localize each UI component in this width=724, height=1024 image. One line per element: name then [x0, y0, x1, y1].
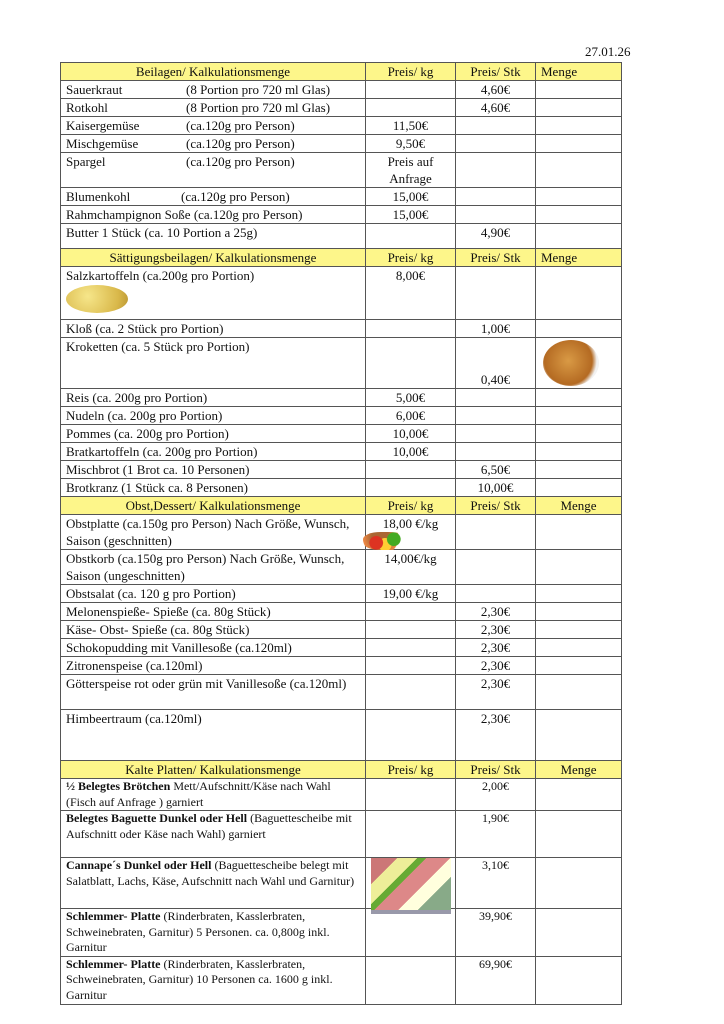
quantity-input[interactable] — [536, 657, 622, 675]
price-stk: 2,30€ — [456, 675, 536, 710]
table-row — [61, 585, 622, 603]
item-name-cell — [61, 407, 366, 425]
item-name-cell — [61, 811, 366, 858]
item-name — [66, 407, 360, 424]
item-name — [66, 909, 360, 956]
column-header-price-kg: Preis/ kg — [366, 249, 456, 267]
item-name — [66, 957, 360, 1004]
item-name-cell — [61, 621, 366, 639]
quantity-input[interactable] — [536, 389, 622, 407]
quantity-input[interactable] — [536, 779, 622, 811]
item-name — [66, 338, 360, 355]
price-stk: 4,90€ — [456, 224, 536, 249]
item-name-cell — [61, 443, 366, 461]
quantity-input[interactable] — [536, 909, 622, 957]
price-stk: 1,00€ — [456, 320, 536, 338]
price-kg — [366, 675, 456, 710]
price-stk: 2,30€ — [456, 603, 536, 621]
item-name-text: Mett/Aufschnitt/Käse nach Wahl (Fisch auf Anfrage ) garniert — [66, 779, 331, 809]
item-name — [66, 675, 360, 692]
item-name-cell — [61, 81, 366, 99]
fruit-image — [363, 532, 407, 550]
item-name-text: Götterspeise rot oder grün mit Vanillesoße (ca.120ml) — [66, 676, 347, 691]
table-row — [61, 479, 622, 497]
price-kg: Preis auf Anfrage — [366, 153, 456, 188]
quantity-input[interactable] — [536, 407, 622, 425]
item-description: (8 Portion pro 720 ml Glas) — [186, 100, 331, 115]
item-description: (ca.120g pro Person) — [186, 154, 295, 169]
price-kg — [366, 657, 456, 675]
item-name — [66, 117, 360, 134]
price-stk: 4,60€ — [456, 81, 536, 99]
item-name — [66, 389, 360, 406]
item-name-text: Käse- Obst- Spieße (ca. 80g Stück) — [66, 622, 250, 637]
item-description: (ca.120g pro Person) — [181, 189, 290, 204]
price-kg: 15,00€ — [366, 206, 456, 224]
column-header-price-stk: Preis/ Stk — [456, 63, 536, 81]
price-stk — [456, 117, 536, 135]
item-name-cell — [61, 117, 366, 135]
price-stk: 3,10€ — [456, 858, 536, 909]
item-name-text: Reis (ca. 200g pro Portion) — [66, 390, 208, 405]
item-name — [66, 206, 360, 223]
item-name — [66, 267, 360, 284]
price-kg: 5,00€ — [366, 389, 456, 407]
table-row — [61, 858, 622, 909]
item-name-cell — [61, 603, 366, 621]
item-name — [66, 657, 360, 674]
price-kg — [366, 99, 456, 117]
price-stk: 2,30€ — [456, 657, 536, 675]
item-name-text: Obstplatte (ca.150g pro Person) Nach Größe, Wunsch, Saison (geschnitten) — [66, 516, 350, 548]
item-name-bold: Cannape´s Dunkel oder Hell — [66, 858, 212, 872]
price-kg — [366, 811, 456, 858]
document-date: 27.01.26 — [585, 44, 631, 59]
price-kg — [366, 639, 456, 657]
item-name-text: Mischgemüse — [66, 136, 139, 151]
price-stk: 2,30€ — [456, 710, 536, 761]
price-kg — [366, 779, 456, 811]
item-name-cell — [61, 267, 366, 320]
price-kg: 8,00€ — [366, 267, 456, 320]
item-name — [66, 710, 360, 727]
table-row — [61, 425, 622, 443]
item-name-text: (Rinderbraten, Kasslerbraten, Schweinebraten, Garnitur) 5 Personen. ca. 0,800g inkl. Garnitur — [66, 909, 330, 954]
item-name-text: Himbeertraum (ca.120ml) — [66, 711, 202, 726]
item-name — [66, 779, 360, 810]
table-row — [61, 461, 622, 479]
item-name — [66, 515, 360, 549]
item-name-cell — [61, 858, 366, 909]
item-name-cell — [61, 639, 366, 657]
table-row — [61, 675, 622, 710]
item-name — [66, 811, 360, 842]
item-name-text: Nudeln (ca. 200g pro Portion) — [66, 408, 223, 423]
quantity-input[interactable] — [536, 320, 622, 338]
price-kg: 10,00€ — [366, 425, 456, 443]
item-name-text: Kroketten (ca. 5 Stück pro Portion) — [66, 339, 250, 354]
item-name-text: Butter 1 Stück (ca. 10 Portion a 25g) — [66, 225, 258, 240]
item-name-text: Rahmchampignon Soße (ca.120g pro Person) — [66, 207, 303, 222]
table-row — [61, 188, 622, 206]
item-name-cell — [61, 224, 366, 249]
column-header-price-stk: Preis/ Stk — [456, 497, 536, 515]
quantity-input[interactable] — [536, 81, 622, 99]
column-header-menge: Menge — [536, 63, 622, 81]
table-row — [61, 153, 622, 188]
price-stk — [456, 153, 536, 188]
table-row — [61, 779, 622, 811]
item-name — [66, 99, 360, 116]
price-stk: 10,00€ — [456, 479, 536, 497]
price-kg — [366, 479, 456, 497]
item-name-text: Zitronenspeise (ca.120ml) — [66, 658, 203, 673]
item-name-cell — [61, 779, 366, 811]
table-row — [61, 956, 622, 1004]
kroketten-image — [543, 340, 599, 386]
item-name — [66, 320, 360, 337]
column-header-price-kg: Preis/ kg — [366, 497, 456, 515]
item-name-bold: Belegtes Baguette Dunkel oder Hell — [66, 811, 248, 825]
item-name-text: Kloß (ca. 2 Stück pro Portion) — [66, 321, 224, 336]
price-kg: 11,50€ — [366, 117, 456, 135]
quantity-input[interactable] — [536, 206, 622, 224]
item-name — [66, 639, 360, 656]
item-name-cell — [61, 710, 366, 761]
price-stk — [456, 206, 536, 224]
item-name-text: Sauerkraut — [66, 82, 123, 97]
table-row — [61, 135, 622, 153]
column-header-item: Sättigungsbeilagen/ Kalkulationsmenge — [61, 249, 366, 267]
item-name-cell — [61, 135, 366, 153]
price-stk: 69,90€ — [456, 956, 536, 1004]
quantity-input[interactable] — [536, 675, 622, 710]
table-row — [61, 389, 622, 407]
price-stk: 1,90€ — [456, 811, 536, 858]
price-kg — [366, 909, 456, 957]
table-row — [61, 224, 622, 249]
item-name — [66, 425, 360, 442]
price-stk: 2,00€ — [456, 779, 536, 811]
price-kg — [366, 320, 456, 338]
table-row — [61, 515, 622, 550]
quantity-input[interactable] — [536, 639, 622, 657]
price-kg — [366, 956, 456, 1004]
item-description: (8 Portion pro 720 ml Glas) — [186, 82, 331, 97]
price-stk — [456, 443, 536, 461]
item-name-text: Kaisergemüse — [66, 118, 140, 133]
item-name — [66, 153, 360, 170]
item-name-cell — [61, 585, 366, 603]
price-kg — [366, 710, 456, 761]
column-header-item: Kalte Platten/ Kalkulationsmenge — [61, 761, 366, 779]
quantity-input[interactable] — [536, 224, 622, 249]
quantity-input[interactable] — [536, 425, 622, 443]
table-row — [61, 639, 622, 657]
price-stk — [456, 135, 536, 153]
item-name — [66, 135, 360, 152]
item-name — [66, 224, 360, 241]
quantity-input[interactable] — [536, 99, 622, 117]
section-header — [61, 497, 622, 515]
price-kg: 15,00€ — [366, 188, 456, 206]
price-stk — [456, 515, 536, 550]
price-table — [60, 62, 622, 1005]
canape-image — [371, 858, 451, 914]
item-name — [66, 858, 360, 889]
item-name — [66, 443, 360, 460]
item-name-bold: ½ Belegtes Brötchen — [66, 779, 171, 793]
quantity-input[interactable] — [536, 858, 622, 909]
price-kg: 19,00 €/kg — [366, 585, 456, 603]
quantity-input[interactable] — [536, 443, 622, 461]
quantity-input[interactable] — [536, 956, 622, 1004]
table-row — [61, 117, 622, 135]
item-name-cell — [61, 188, 366, 206]
table-row — [61, 267, 622, 320]
section-header — [61, 249, 622, 267]
table-row — [61, 320, 622, 338]
price-stk — [456, 188, 536, 206]
item-name-text: Obstsalat (ca. 120 g pro Portion) — [66, 586, 236, 601]
item-name-cell — [61, 99, 366, 117]
item-name-text: Spargel — [66, 154, 106, 169]
item-name-text: Blumenkohl — [66, 189, 131, 204]
column-header-menge: Menge — [536, 249, 622, 267]
price-kg: 14,00€/kg — [366, 550, 456, 585]
quantity-input[interactable] — [536, 135, 622, 153]
price-stk — [456, 267, 536, 320]
item-name-text: Pommes (ca. 200g pro Portion) — [66, 426, 229, 441]
table-row — [61, 909, 622, 957]
quantity-input[interactable] — [536, 585, 622, 603]
price-stk: 0,40€ — [456, 338, 536, 389]
table-row — [61, 621, 622, 639]
price-kg — [366, 338, 456, 389]
item-name-cell — [61, 153, 366, 188]
price-stk: 4,60€ — [456, 99, 536, 117]
item-name-text: Melonenspieße- Spieße (ca. 80g Stück) — [66, 604, 271, 619]
item-name-cell — [61, 657, 366, 675]
table-row — [61, 81, 622, 99]
item-name-cell — [61, 675, 366, 710]
quantity-input[interactable] — [536, 461, 622, 479]
price-stk: 6,50€ — [456, 461, 536, 479]
price-kg — [366, 621, 456, 639]
item-name-cell — [61, 550, 366, 585]
table-row — [61, 99, 622, 117]
item-name — [66, 479, 360, 496]
table-row — [61, 603, 622, 621]
column-header-item: Beilagen/ Kalkulationsmenge — [61, 63, 366, 81]
item-name-cell — [61, 461, 366, 479]
table-row — [61, 206, 622, 224]
item-description: (ca.120g pro Person) — [186, 118, 295, 133]
column-header-price-stk: Preis/ Stk — [456, 761, 536, 779]
table-row — [61, 657, 622, 675]
quantity-input[interactable] — [536, 603, 622, 621]
section-header — [61, 63, 622, 81]
column-header-price-stk: Preis/ Stk — [456, 249, 536, 267]
price-stk — [456, 585, 536, 603]
price-stk: 2,30€ — [456, 621, 536, 639]
table-row — [61, 811, 622, 858]
item-name-cell — [61, 479, 366, 497]
item-name-cell — [61, 515, 366, 550]
price-kg — [366, 461, 456, 479]
item-description: (ca.120g pro Person) — [186, 136, 295, 151]
item-name-cell — [61, 909, 366, 957]
item-name-bold: Schlemmer- Platte — [66, 956, 161, 971]
quantity-input[interactable] — [536, 515, 622, 550]
price-stk: 39,90€ — [456, 909, 536, 957]
item-name-text: Rotkohl — [66, 100, 108, 115]
column-header-menge: Menge — [536, 497, 622, 515]
item-name-cell — [61, 425, 366, 443]
quantity-input[interactable] — [536, 550, 622, 585]
price-stk: 2,30€ — [456, 639, 536, 657]
price-stk — [456, 407, 536, 425]
table-row — [61, 550, 622, 585]
column-header-menge: Menge — [536, 761, 622, 779]
price-kg — [366, 81, 456, 99]
item-name — [66, 621, 360, 638]
quantity-input[interactable] — [536, 710, 622, 761]
table-row — [61, 710, 622, 761]
price-kg: 6,00€ — [366, 407, 456, 425]
item-name-text: (Rinderbraten, Kasslerbraten, Schweinebraten, Garnitur) 10 Personen ca. 1600 g inkl. Garnitur — [66, 956, 333, 1002]
table-row — [61, 338, 622, 389]
price-kg: 18,00 €/kg — [366, 515, 456, 550]
quantity-input[interactable] — [536, 117, 622, 135]
column-header-item: Obst,Dessert/ Kalkulationsmenge — [61, 497, 366, 515]
table-row — [61, 407, 622, 425]
price-kg — [366, 858, 456, 909]
column-header-price-kg: Preis/ kg — [366, 761, 456, 779]
price-kg — [366, 224, 456, 249]
item-name-text: Brotkranz (1 Stück ca. 8 Personen) — [66, 480, 248, 495]
item-name-text: Bratkartoffeln (ca. 200g pro Portion) — [66, 444, 258, 459]
column-header-price-kg: Preis/ kg — [366, 63, 456, 81]
table-row — [61, 443, 622, 461]
section-header — [61, 761, 622, 779]
item-name-text: Mischbrot (1 Brot ca. 10 Personen) — [66, 462, 250, 477]
item-name — [66, 550, 360, 584]
price-kg — [366, 603, 456, 621]
item-name — [66, 188, 360, 205]
price-kg: 10,00€ — [366, 443, 456, 461]
item-name-text: Obstkorb (ca.150g pro Person) Nach Größe, Wunsch, Saison (ungeschnitten) — [66, 551, 345, 583]
quantity-input[interactable] — [536, 811, 622, 858]
quantity-input[interactable] — [536, 338, 622, 389]
quantity-input[interactable] — [536, 153, 622, 188]
item-name — [66, 461, 360, 478]
price-stk — [456, 550, 536, 585]
item-name-cell — [61, 956, 366, 1004]
price-stk — [456, 425, 536, 443]
item-name — [66, 585, 360, 602]
price-kg: 9,50€ — [366, 135, 456, 153]
quantity-input[interactable] — [536, 621, 622, 639]
item-name-cell — [61, 320, 366, 338]
item-name-text: Salzkartoffeln (ca.200g pro Portion) — [66, 268, 255, 283]
item-name — [66, 81, 360, 98]
item-name-text: (Baguettescheibe mit Aufschnitt oder Käse nach Wahl) garniert — [66, 811, 352, 841]
potato-image — [66, 285, 128, 313]
item-name-text: Schokopudding mit Vanillesoße (ca.120ml) — [66, 640, 292, 655]
quantity-input[interactable] — [536, 188, 622, 206]
quantity-input[interactable] — [536, 479, 622, 497]
quantity-input[interactable] — [536, 267, 622, 320]
item-name-cell — [61, 206, 366, 224]
item-name-cell — [61, 389, 366, 407]
price-stk — [456, 389, 536, 407]
item-name-bold: Schlemmer- Platte — [66, 909, 161, 923]
item-name — [66, 603, 360, 620]
item-name-text: (Baguettescheibe belegt mit Salatblatt, Lachs, Käse, Aufschnitt nach Wahl und Garnitur) — [66, 858, 355, 888]
item-name-cell — [61, 338, 366, 389]
